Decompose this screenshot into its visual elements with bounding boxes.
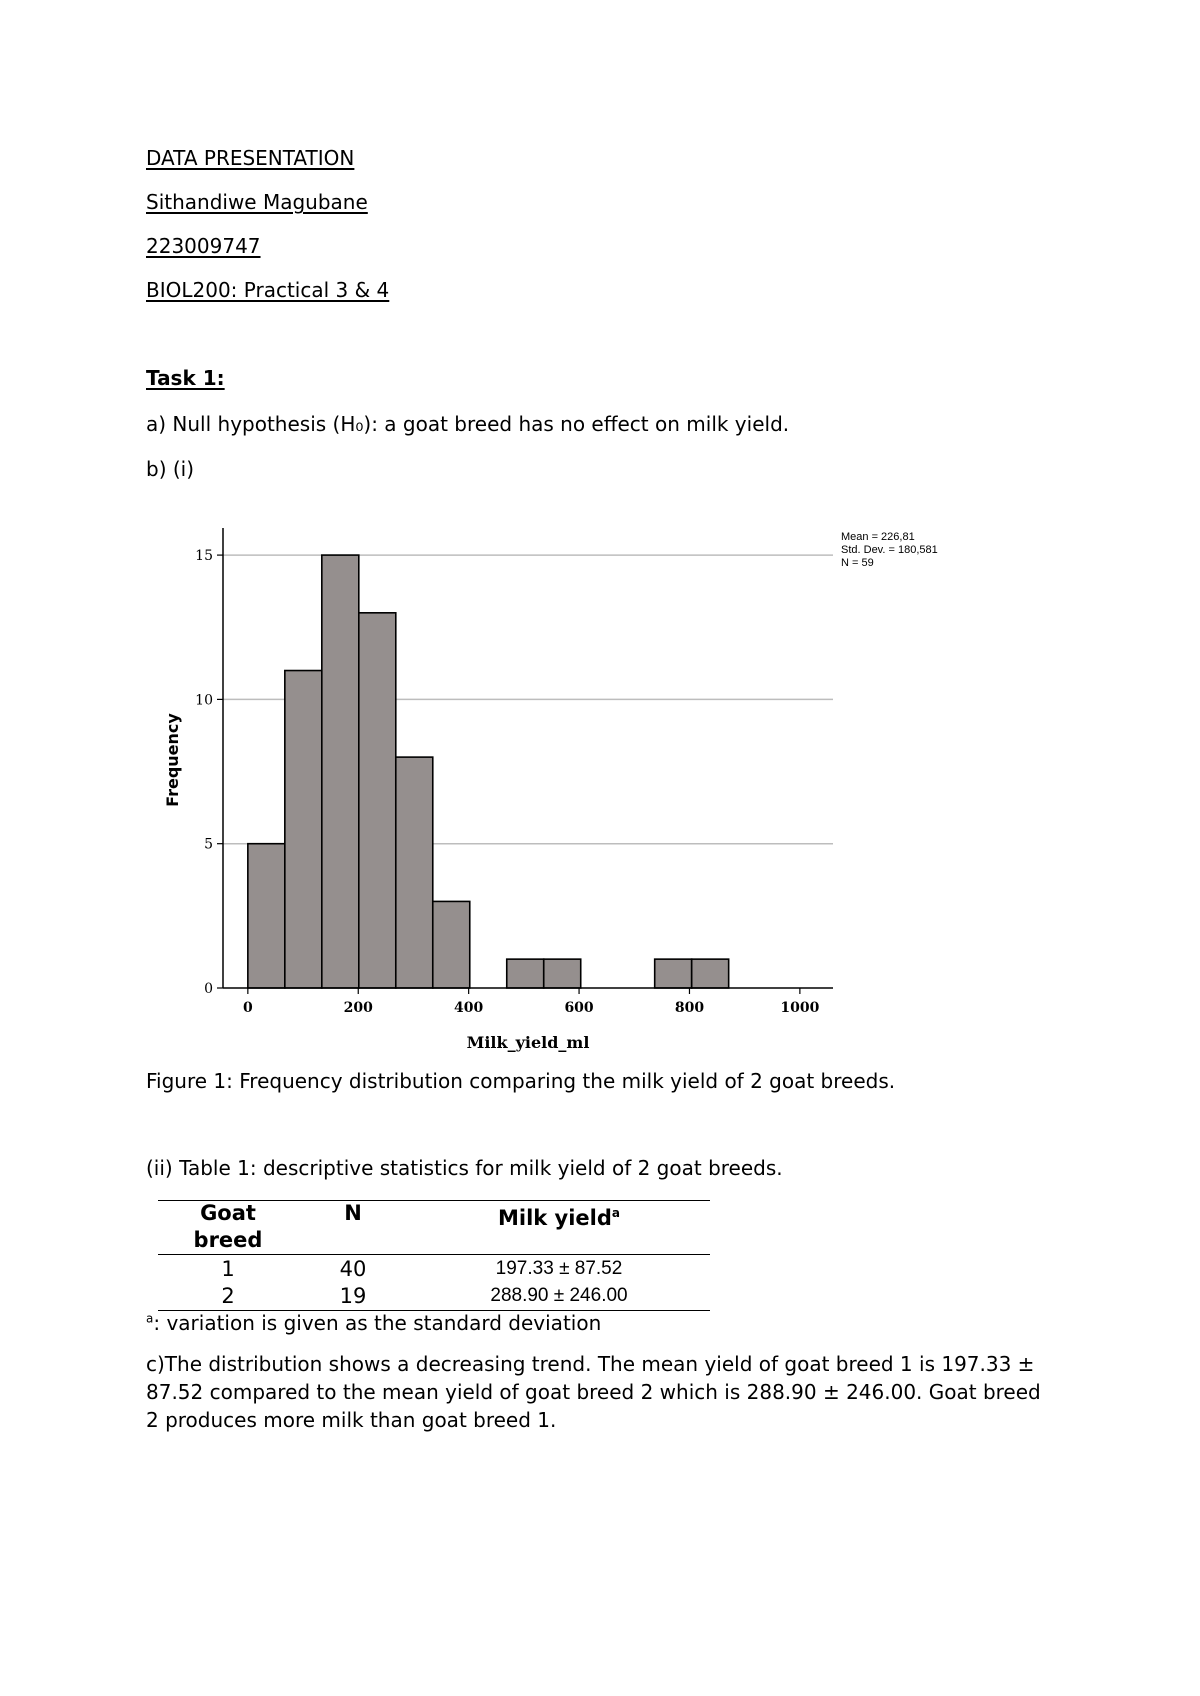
footnote-superscript: a [146,1311,154,1326]
row-2-breed: 2 [221,1284,235,1308]
header-goat-line: Goat [200,1201,256,1225]
null-hypothesis: a) Null hypothesis (H₀): a goat breed has no effect on milk yield. [146,412,790,436]
student-number: 223009747 [146,234,261,258]
histogram-bar [248,844,285,988]
header-milk-yield-label: Milk yield [497,1206,612,1230]
stats-label: Std. Dev. = 180,581 [841,544,938,556]
histogram-bar [544,959,581,988]
task-heading: Task 1: [146,366,225,390]
figure-caption: Figure 1: Frequency distribution comparing the milk yield of 2 goat breeds. [146,1069,896,1093]
course-title: BIOL200: Practical 3 & 4 [146,278,390,302]
histogram-bar [396,757,433,988]
histogram-bar [655,959,692,988]
histogram-bar [359,613,396,988]
x-tick-label: 800 [674,1000,705,1016]
row-1-n: 40 [339,1257,367,1281]
x-tick-label: 600 [564,1000,594,1016]
y-tick-label: 10 [195,692,213,709]
conclusion-paragraph: c)The distribution shows a decreasing trend. The mean yield of goat breed 1 is 197.33 ± 87.52 compared to the mean yield of goat breed 2 which is 288.90 ± 246.00. Goat breed 2 produces more milk than goat breed 1. [146,1352,1041,1432]
x-tick-label: 200 [343,1000,373,1016]
author-name: Sithandiwe Magubane [146,190,368,214]
header-n: N [344,1201,362,1225]
y-tick-label: 5 [204,836,213,853]
row-1-yield: 197.33 ± 87.52 [495,1258,623,1279]
table-footnote [146,1311,601,1335]
y-tick-label: 0 [204,981,213,997]
header-superscript: a [611,1206,621,1220]
header-goat-breed [158,1200,298,1254]
stats-label: Mean = 226,81 [841,531,915,543]
table-intro: (ii) Table 1: descriptive statistics for milk yield of 2 goat breeds. [146,1156,783,1180]
histogram-bar [692,959,729,988]
y-tick-label: 15 [195,548,213,565]
stats-label: N = 59 [841,557,874,569]
histogram-bar [507,959,544,988]
x-tick-label: 1000 [780,1000,820,1016]
document-title: DATA PRESENTATION [146,146,355,170]
footnote-text: : variation is given as the standard deviation [153,1311,602,1335]
histogram-bar [433,901,470,988]
x-tick-label: 400 [454,1000,484,1016]
part-b-label: b) (i) [146,457,195,481]
row-2-yield: 288.90 ± 246.00 [490,1285,628,1306]
header-breed-line: breed [193,1228,263,1252]
row-2-n: 19 [339,1284,367,1308]
row-1-breed: 1 [221,1257,235,1281]
x-tick-label: 0 [242,1000,253,1016]
histogram-bar [322,555,359,988]
header-milk-yield [408,1200,710,1232]
histogram-chart [150,520,950,1060]
histogram-bar [285,671,322,988]
x-axis-label: Milk_yield_ml [466,1033,590,1052]
y-axis-label: Frequency [163,713,182,807]
table-header-rule [158,1254,710,1255]
